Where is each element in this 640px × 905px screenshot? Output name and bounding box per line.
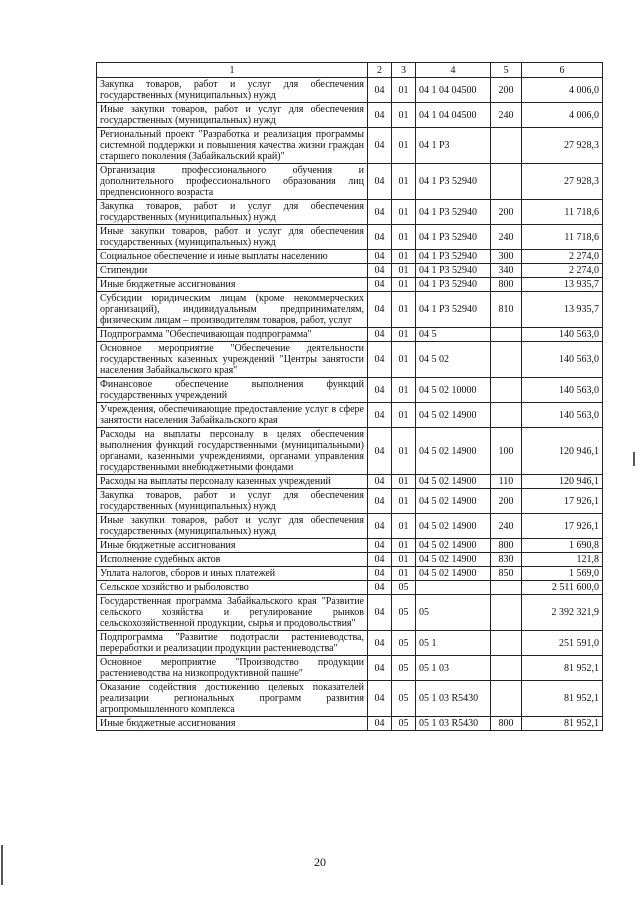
table-row: [97, 78, 603, 103]
target-article-cell: 04 5 02 14900: [416, 489, 491, 514]
target-article-cell: 04 5 02 14900: [416, 514, 491, 539]
target-article-cell: 04 5 02 14900: [416, 567, 491, 581]
amount-cell: 17 926,1: [522, 514, 603, 539]
expense-type-cell: 100: [491, 428, 522, 475]
amount-cell: 1 690,8: [522, 539, 603, 553]
section-code-cell: 04: [368, 553, 392, 567]
target-article-cell: 04 1 P3 52940: [416, 278, 491, 292]
section-code-cell: 04: [368, 581, 392, 595]
expense-type-cell: 850: [491, 567, 522, 581]
section-code-cell: 04: [368, 656, 392, 681]
subsection-code-cell: 05: [392, 656, 416, 681]
amount-cell: 4 006,0: [522, 78, 603, 103]
amount-cell: 1 569,0: [522, 567, 603, 581]
row-name-cell: Организация профессионального обучения и дополнительного профессионального образования лиц предпенсионного возраста: [97, 164, 368, 200]
row-name-cell: Подпрограмма "Обеспечивающая подпрограмма": [97, 328, 368, 342]
section-code-cell: 04: [368, 489, 392, 514]
row-name-cell: Оказание содействия достижению целевых показателей реализации региональных программ развития агропромышленного комплекса: [97, 681, 368, 717]
amount-cell: 27 928,3: [522, 128, 603, 164]
amount-cell: 140 563,0: [522, 342, 603, 378]
target-article-cell: 04 1 P3 52940: [416, 200, 491, 225]
subsection-code-cell: 01: [392, 514, 416, 539]
amount-cell: 11 718,6: [522, 200, 603, 225]
target-article-cell: 04 5 02: [416, 342, 491, 378]
expense-type-cell: 810: [491, 292, 522, 328]
row-name-cell: Региональный проект "Разработка и реализация программы системной поддержки и повышения качества жизни граждан старшего поколения (Забайкальский край)": [97, 128, 368, 164]
subsection-code-cell: 01: [392, 164, 416, 200]
subsection-code-cell: 01: [392, 78, 416, 103]
target-article-cell: 04 1 P3 52940: [416, 292, 491, 328]
target-article-cell: 04 5 02 14900: [416, 428, 491, 475]
expense-type-cell: 200: [491, 200, 522, 225]
section-code-cell: 04: [368, 403, 392, 428]
section-code-cell: 04: [368, 264, 392, 278]
expense-type-cell: [491, 378, 522, 403]
expense-type-cell: [491, 342, 522, 378]
target-article-cell: [416, 581, 491, 595]
target-article-cell: 04 5 02 10000: [416, 378, 491, 403]
row-name-cell: Основное мероприятие "Обеспечение деятельности государственных казенных учреждений "Центры занятости населения Забайкальского края": [97, 342, 368, 378]
column-header: 6: [522, 63, 603, 78]
table-row: [97, 581, 603, 595]
target-article-cell: 05 1 03 R5430: [416, 717, 491, 731]
scan-edge-mark: [633, 452, 635, 466]
expense-type-cell: [491, 681, 522, 717]
section-code-cell: 04: [368, 567, 392, 581]
subsection-code-cell: 01: [392, 539, 416, 553]
amount-cell: 2 274,0: [522, 250, 603, 264]
section-code-cell: 04: [368, 514, 392, 539]
row-name-cell: Закупка товаров, работ и услуг для обеспечения государственных (муниципальных) нужд: [97, 78, 368, 103]
subsection-code-cell: 01: [392, 278, 416, 292]
row-name-cell: Субсидии юридическим лицам (кроме некоммерческих организаций), индивидуальным предпринимателям, физическим лицам – производителям товаров, работ, услуг: [97, 292, 368, 328]
page-number: 20: [314, 855, 326, 869]
expense-type-cell: 800: [491, 278, 522, 292]
target-article-cell: 04 5 02 14900: [416, 553, 491, 567]
table-row: [97, 631, 603, 656]
target-article-cell: 05 1: [416, 631, 491, 656]
table-row: [97, 164, 603, 200]
target-article-cell: 04 1 P3 52940: [416, 225, 491, 250]
table-row: [97, 539, 603, 553]
section-code-cell: 04: [368, 103, 392, 128]
section-code-cell: 04: [368, 342, 392, 378]
subsection-code-cell: 01: [392, 250, 416, 264]
table-row: [97, 567, 603, 581]
section-code-cell: 04: [368, 225, 392, 250]
expense-type-cell: 800: [491, 717, 522, 731]
row-name-cell: Государственная программа Забайкальского края "Развитие сельского хозяйства и регулирование рынков сельскохозяйственной продукции, сырья и продовольствия": [97, 595, 368, 631]
section-code-cell: 04: [368, 631, 392, 656]
section-code-cell: 04: [368, 200, 392, 225]
subsection-code-cell: 05: [392, 581, 416, 595]
subsection-code-cell: 01: [392, 342, 416, 378]
table-row: [97, 656, 603, 681]
table-row: [97, 103, 603, 128]
amount-cell: 140 563,0: [522, 378, 603, 403]
row-name-cell: Иные закупки товаров, работ и услуг для обеспечения государственных (муниципальных) нужд: [97, 103, 368, 128]
expense-type-cell: [491, 656, 522, 681]
column-header: 4: [416, 63, 491, 78]
amount-cell: 81 952,1: [522, 681, 603, 717]
amount-cell: 81 952,1: [522, 717, 603, 731]
expense-type-cell: 240: [491, 103, 522, 128]
target-article-cell: 04 1 P3 52940: [416, 250, 491, 264]
row-name-cell: Финансовое обеспечение выполнения функций государственных учреждений: [97, 378, 368, 403]
column-header: 2: [368, 63, 392, 78]
subsection-code-cell: 01: [392, 328, 416, 342]
table-row: [97, 264, 603, 278]
budget-table: [96, 62, 603, 731]
section-code-cell: 04: [368, 681, 392, 717]
target-article-cell: 04 5 02 14900: [416, 539, 491, 553]
subsection-code-cell: 01: [392, 378, 416, 403]
row-name-cell: Стипендии: [97, 264, 368, 278]
expense-type-cell: 110: [491, 475, 522, 489]
amount-cell: 120 946,1: [522, 475, 603, 489]
target-article-cell: 04 1 04 04500: [416, 103, 491, 128]
column-header: 5: [491, 63, 522, 78]
subsection-code-cell: 01: [392, 200, 416, 225]
expense-type-cell: [491, 328, 522, 342]
amount-cell: 121,8: [522, 553, 603, 567]
amount-cell: 140 563,0: [522, 328, 603, 342]
subsection-code-cell: 01: [392, 103, 416, 128]
amount-cell: 120 946,1: [522, 428, 603, 475]
row-name-cell: Расходы на выплаты персоналу казенных учреждений: [97, 475, 368, 489]
target-article-cell: 05 1 03 R5430: [416, 681, 491, 717]
table-row: [97, 278, 603, 292]
target-article-cell: 04 5 02 14900: [416, 403, 491, 428]
expense-type-cell: [491, 631, 522, 656]
section-code-cell: 04: [368, 328, 392, 342]
row-name-cell: Основное мероприятие "Производство продукции растениеводства на низкопродуктивной пашне": [97, 656, 368, 681]
amount-cell: 4 006,0: [522, 103, 603, 128]
row-name-cell: Закупка товаров, работ и услуг для обеспечения государственных (муниципальных) нужд: [97, 200, 368, 225]
target-article-cell: 04 5 02 14900: [416, 475, 491, 489]
expense-type-cell: [491, 581, 522, 595]
section-code-cell: 04: [368, 292, 392, 328]
expense-type-cell: [491, 128, 522, 164]
table-row: [97, 489, 603, 514]
row-name-cell: Социальное обеспечение и иные выплаты населению: [97, 250, 368, 264]
subsection-code-cell: 05: [392, 595, 416, 631]
table-row: [97, 225, 603, 250]
table-row: [97, 128, 603, 164]
subsection-code-cell: 01: [392, 225, 416, 250]
amount-cell: 2 274,0: [522, 264, 603, 278]
section-code-cell: 04: [368, 428, 392, 475]
amount-cell: 27 928,3: [522, 164, 603, 200]
subsection-code-cell: 01: [392, 489, 416, 514]
amount-cell: 13 935,7: [522, 278, 603, 292]
table-row: [97, 250, 603, 264]
expense-type-cell: 830: [491, 553, 522, 567]
subsection-code-cell: 01: [392, 475, 416, 489]
section-code-cell: 04: [368, 475, 392, 489]
table-row: [97, 378, 603, 403]
row-name-cell: Расходы на выплаты персоналу в целях обеспечения выполнения функций государственными (муниципальными) органами, казенными учреждениями, органами управления государственными внебюджетными фондами: [97, 428, 368, 475]
row-name-cell: Иные бюджетные ассигнования: [97, 278, 368, 292]
row-name-cell: Иные закупки товаров, работ и услуг для обеспечения государственных (муниципальных) нужд: [97, 225, 368, 250]
row-name-cell: Исполнение судебных актов: [97, 553, 368, 567]
subsection-code-cell: 05: [392, 631, 416, 656]
section-code-cell: 04: [368, 78, 392, 103]
table-row: [97, 595, 603, 631]
row-name-cell: Иные бюджетные ассигнования: [97, 717, 368, 731]
expense-type-cell: 800: [491, 539, 522, 553]
column-header: 1: [97, 63, 368, 78]
subsection-code-cell: 05: [392, 681, 416, 717]
amount-cell: 140 563,0: [522, 403, 603, 428]
subsection-code-cell: 01: [392, 128, 416, 164]
table-row: [97, 403, 603, 428]
section-code-cell: 04: [368, 128, 392, 164]
section-code-cell: 04: [368, 378, 392, 403]
section-code-cell: 04: [368, 595, 392, 631]
table-row: [97, 200, 603, 225]
subsection-code-cell: 01: [392, 553, 416, 567]
row-name-cell: Закупка товаров, работ и услуг для обеспечения государственных (муниципальных) нужд: [97, 489, 368, 514]
amount-cell: 251 591,0: [522, 631, 603, 656]
expense-type-cell: [491, 164, 522, 200]
expense-type-cell: 340: [491, 264, 522, 278]
amount-cell: 81 952,1: [522, 656, 603, 681]
expense-type-cell: 240: [491, 225, 522, 250]
table-row: [97, 292, 603, 328]
expense-type-cell: 200: [491, 489, 522, 514]
target-article-cell: 05: [416, 595, 491, 631]
target-article-cell: 04 1 P3 52940: [416, 164, 491, 200]
table-row: [97, 717, 603, 731]
row-name-cell: Учреждения, обеспечивающие предоставление услуг в сфере занятости населения Забайкальского края: [97, 403, 368, 428]
expense-type-cell: 300: [491, 250, 522, 264]
table-row: [97, 328, 603, 342]
row-name-cell: Подпрограмма "Развитие подотрасли растениеводства, переработки и реализации продукции растениеводства": [97, 631, 368, 656]
subsection-code-cell: 01: [392, 567, 416, 581]
table-row: [97, 428, 603, 475]
subsection-code-cell: 01: [392, 264, 416, 278]
section-code-cell: 04: [368, 278, 392, 292]
amount-cell: 17 926,1: [522, 489, 603, 514]
expense-type-cell: 240: [491, 514, 522, 539]
row-name-cell: Иные закупки товаров, работ и услуг для обеспечения государственных (муниципальных) нужд: [97, 514, 368, 539]
table-body: [97, 78, 603, 731]
table-row: [97, 681, 603, 717]
amount-cell: 11 718,6: [522, 225, 603, 250]
expense-type-cell: [491, 403, 522, 428]
row-name-cell: Сельское хозяйство и рыболовство: [97, 581, 368, 595]
table-row: [97, 475, 603, 489]
target-article-cell: 04 1 P3: [416, 128, 491, 164]
amount-cell: 2 392 321,9: [522, 595, 603, 631]
subsection-code-cell: 01: [392, 403, 416, 428]
amount-cell: 13 935,7: [522, 292, 603, 328]
section-code-cell: 04: [368, 164, 392, 200]
section-code-cell: 04: [368, 717, 392, 731]
section-code-cell: 04: [368, 250, 392, 264]
subsection-code-cell: 01: [392, 428, 416, 475]
section-code-cell: 04: [368, 539, 392, 553]
target-article-cell: 04 1 P3 52940: [416, 264, 491, 278]
table-row: [97, 514, 603, 539]
table-row: [97, 342, 603, 378]
row-name-cell: Уплата налогов, сборов и иных платежей: [97, 567, 368, 581]
expense-type-cell: [491, 595, 522, 631]
target-article-cell: 04 1 04 04500: [416, 78, 491, 103]
expense-type-cell: 200: [491, 78, 522, 103]
row-name-cell: Иные бюджетные ассигнования: [97, 539, 368, 553]
table-header-row: [97, 63, 603, 78]
amount-cell: 2 511 600,0: [522, 581, 603, 595]
subsection-code-cell: 01: [392, 292, 416, 328]
target-article-cell: 04 5: [416, 328, 491, 342]
table-row: [97, 553, 603, 567]
column-header: 3: [392, 63, 416, 78]
subsection-code-cell: 05: [392, 717, 416, 731]
target-article-cell: 05 1 03: [416, 656, 491, 681]
